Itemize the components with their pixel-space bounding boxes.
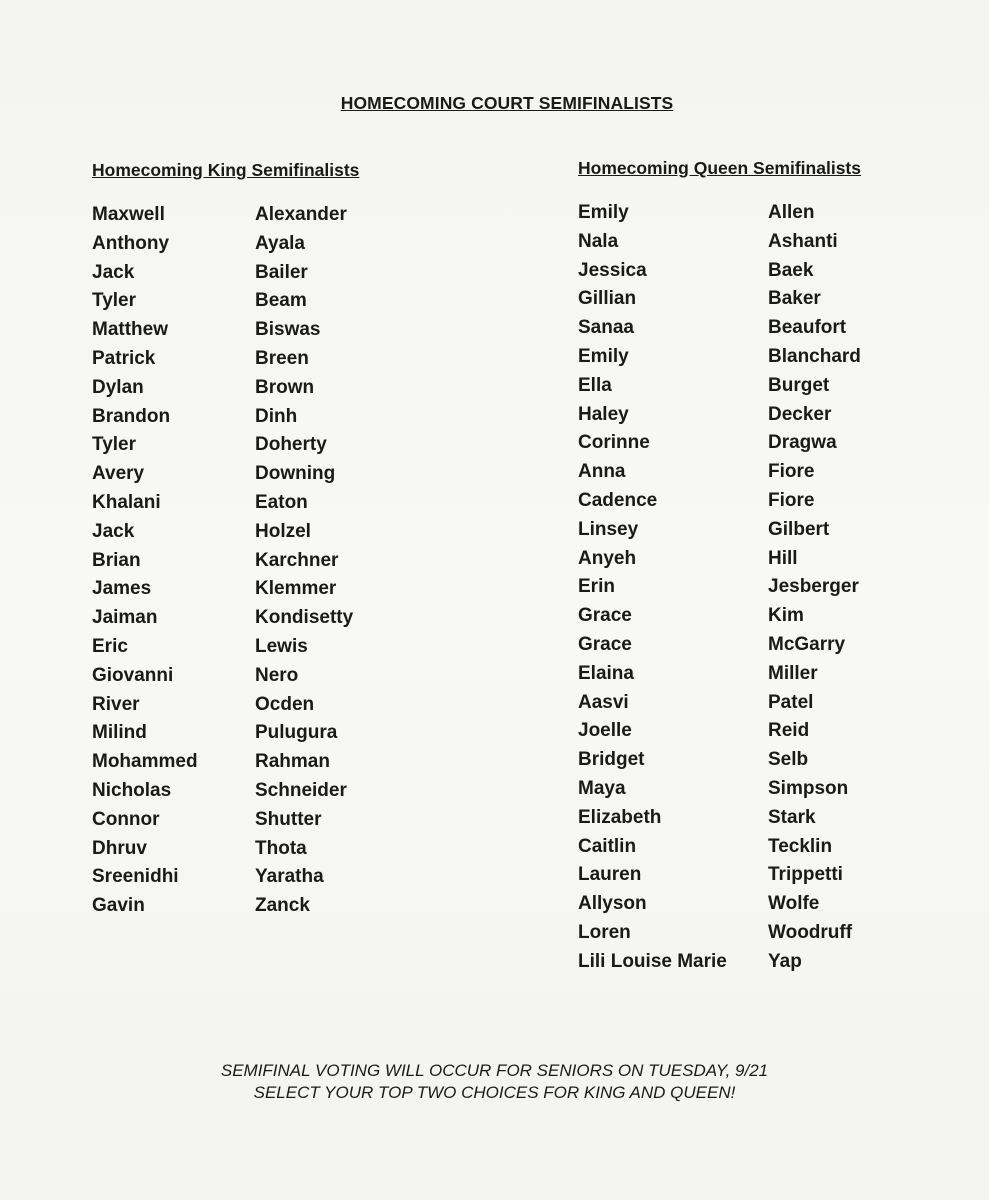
queen-first-name: Haley: [578, 403, 629, 425]
king-last-name: Doherty: [255, 434, 327, 456]
queen-semifinalist-row: [578, 231, 978, 260]
queen-first-name: Emily: [578, 202, 629, 223]
queen-semifinalist-row: [578, 260, 978, 289]
king-last-name: Ocden: [255, 693, 315, 715]
queen-semifinalist-row: [578, 864, 978, 893]
queen-first-name: Gillian: [578, 288, 637, 310]
king-first-name: Gavin: [92, 895, 145, 917]
queen-first-name: Joelle: [578, 720, 632, 742]
queen-semifinalist-row: [578, 951, 978, 980]
king-first-name: Avery: [92, 463, 145, 485]
queen-semifinalist-row: [578, 692, 978, 721]
queen-last-name: Kim: [768, 605, 804, 627]
king-semifinalist-row: [92, 607, 492, 636]
queen-semifinalist-row: [578, 634, 978, 663]
king-last-name: Eaton: [255, 491, 308, 513]
king-section-heading: Homecoming King Semifinalists: [92, 160, 360, 180]
king-last-name: Rahman: [255, 751, 330, 773]
king-semifinalist-row: [92, 521, 492, 550]
king-semifinalist-row: [92, 262, 492, 291]
queen-semifinalist-row: [578, 576, 978, 605]
king-last-name: Thota: [255, 837, 307, 859]
queen-first-name: Allyson: [578, 893, 647, 915]
queen-semifinalist-row: [578, 404, 978, 433]
king-first-name: Jack: [92, 520, 135, 542]
king-first-name: Eric: [92, 635, 128, 657]
queen-first-name: Elaina: [578, 662, 634, 684]
king-semifinalist-row: [92, 319, 492, 348]
king-last-name: Holzel: [255, 520, 311, 542]
queen-last-name: Decker: [768, 403, 832, 425]
queen-semifinalist-row: [578, 663, 978, 692]
queen-first-name: Aasvi: [578, 691, 629, 713]
queen-last-name: Woodruff: [768, 921, 853, 943]
queen-last-name: Stark: [768, 806, 816, 828]
king-semifinalist-row: [92, 233, 492, 262]
queen-first-name: Jessica: [578, 259, 647, 281]
voting-notice: [0, 1060, 989, 1104]
king-last-name: Brown: [255, 376, 315, 398]
queen-first-name: Nala: [578, 230, 619, 252]
queen-last-name: Beaufort: [768, 317, 847, 339]
king-first-name: Nicholas: [92, 779, 172, 801]
king-semifinalist-row: [92, 492, 492, 521]
queen-first-name: Elizabeth: [578, 806, 662, 828]
king-first-name: Maxwell: [92, 204, 165, 225]
queen-first-name: Emily: [578, 345, 629, 367]
king-first-name: Mohammed: [92, 751, 198, 773]
king-first-name: Brandon: [92, 405, 171, 427]
queen-last-name: Yap: [768, 950, 802, 972]
queen-first-name: Erin: [578, 576, 615, 598]
king-last-name: Karchner: [255, 549, 339, 571]
king-semifinalist-row: [92, 463, 492, 492]
king-section: [92, 160, 360, 917]
king-last-name: Kondisetty: [255, 607, 354, 629]
king-semifinalist-row: [92, 838, 492, 867]
king-first-name: Jack: [92, 261, 135, 283]
king-last-name: Beam: [255, 290, 307, 312]
queen-semifinalist-row: [578, 778, 978, 807]
queen-first-name: Maya: [578, 777, 626, 799]
king-first-name: Milind: [92, 722, 147, 744]
queen-last-name: Wolfe: [768, 893, 820, 915]
queen-semifinalist-row: [578, 749, 978, 778]
queen-first-name: Lauren: [578, 864, 642, 886]
queen-section: [578, 158, 861, 972]
king-first-name: River: [92, 693, 140, 715]
queen-first-name: Grace: [578, 605, 632, 627]
queen-last-name: Allen: [768, 202, 815, 223]
queen-last-name: Hill: [768, 547, 798, 569]
king-last-name: Downing: [255, 463, 336, 485]
queen-semifinalist-row: [578, 807, 978, 836]
queen-semifinalist-row: [578, 490, 978, 519]
queen-semifinalist-row: [578, 519, 978, 548]
queen-semifinalist-row: [578, 836, 978, 865]
king-semifinalist-row: [92, 550, 492, 579]
queen-semifinalist-row: [578, 202, 978, 231]
king-semifinalist-row: [92, 751, 492, 780]
queen-last-name: Baek: [768, 259, 814, 281]
queen-first-name: Lili Louise Marie: [578, 950, 727, 972]
king-first-name: Connor: [92, 808, 160, 830]
king-semifinalist-row: [92, 377, 492, 406]
queen-semifinalist-row: [578, 461, 978, 490]
queen-first-name: Linsey: [578, 518, 639, 540]
king-last-name: Klemmer: [255, 578, 337, 600]
king-last-name: Biswas: [255, 319, 321, 341]
king-name-list: [92, 204, 492, 924]
king-first-name: Tyler: [92, 434, 137, 456]
king-first-name: Jaiman: [92, 607, 158, 629]
king-first-name: Anthony: [92, 232, 170, 254]
king-last-name: Alexander: [255, 204, 347, 225]
king-first-name: Dylan: [92, 376, 144, 398]
queen-last-name: Blanchard: [768, 345, 861, 367]
queen-last-name: Burget: [768, 374, 830, 396]
queen-last-name: Gilbert: [768, 518, 830, 540]
king-last-name: Dinh: [255, 405, 298, 427]
king-last-name: Bailer: [255, 261, 308, 283]
queen-first-name: Grace: [578, 633, 632, 655]
queen-last-name: Simpson: [768, 777, 849, 799]
king-last-name: Breen: [255, 347, 309, 369]
king-first-name: Giovanni: [92, 664, 174, 686]
queen-semifinalist-row: [578, 317, 978, 346]
queen-semifinalist-row: [578, 375, 978, 404]
queen-first-name: Bridget: [578, 749, 645, 771]
king-first-name: Tyler: [92, 290, 137, 312]
queen-name-list: [578, 202, 978, 980]
voting-notice-line-2: SELECT YOUR TOP TWO CHOICES FOR KING AND QUEEN!: [253, 1083, 736, 1102]
queen-section-heading: Homecoming Queen Semifinalists: [578, 158, 861, 178]
king-semifinalist-row: [92, 780, 492, 809]
king-semifinalist-row: [92, 665, 492, 694]
king-semifinalist-row: [92, 578, 492, 607]
king-semifinalist-row: [92, 895, 492, 924]
king-first-name: Matthew: [92, 319, 168, 341]
queen-last-name: Patel: [768, 691, 814, 713]
queen-first-name: Caitlin: [578, 835, 637, 857]
queen-semifinalist-row: [578, 893, 978, 922]
king-semifinalist-row: [92, 866, 492, 895]
queen-semifinalist-row: [578, 548, 978, 577]
queen-first-name: Anyeh: [578, 547, 637, 569]
queen-last-name: McGarry: [768, 633, 846, 655]
king-last-name: Nero: [255, 664, 299, 686]
king-semifinalist-row: [92, 809, 492, 838]
king-last-name: Lewis: [255, 635, 308, 657]
queen-first-name: Loren: [578, 921, 631, 943]
king-first-name: James: [92, 578, 152, 600]
queen-last-name: Baker: [768, 288, 821, 310]
queen-last-name: Dragwa: [768, 432, 837, 454]
king-first-name: Patrick: [92, 347, 156, 369]
king-first-name: Brian: [92, 549, 141, 571]
king-semifinalist-row: [92, 636, 492, 665]
queen-semifinalist-row: [578, 605, 978, 634]
queen-last-name: Trippetti: [768, 864, 843, 886]
queen-first-name: Ella: [578, 374, 612, 396]
king-semifinalist-row: [92, 348, 492, 377]
queen-semifinalist-row: [578, 922, 978, 951]
queen-last-name: Miller: [768, 662, 818, 684]
queen-first-name: Anna: [578, 461, 626, 483]
queen-last-name: Tecklin: [768, 835, 833, 857]
queen-first-name: Corinne: [578, 432, 650, 454]
king-semifinalist-row: [92, 434, 492, 463]
king-last-name: Shutter: [255, 808, 322, 830]
king-semifinalist-row: [92, 204, 492, 233]
king-semifinalist-row: [92, 290, 492, 319]
queen-semifinalist-row: [578, 720, 978, 749]
queen-last-name: Reid: [768, 720, 810, 742]
voting-notice-line-1: SEMIFINAL VOTING WILL OCCUR FOR SENIORS ON TUESDAY, 9/21: [220, 1061, 769, 1080]
queen-last-name: Fiore: [768, 489, 815, 511]
queen-last-name: Fiore: [768, 461, 815, 483]
king-last-name: Schneider: [255, 779, 347, 801]
king-semifinalist-row: [92, 722, 492, 751]
king-semifinalist-row: [92, 694, 492, 723]
king-first-name: Sreenidhi: [92, 866, 179, 888]
queen-first-name: Sanaa: [578, 317, 634, 339]
king-last-name: Pulugura: [255, 722, 338, 744]
queen-first-name: Cadence: [578, 489, 658, 511]
king-last-name: Zanck: [255, 895, 310, 917]
queen-semifinalist-row: [578, 432, 978, 461]
king-last-name: Yaratha: [255, 866, 324, 888]
king-last-name: Ayala: [255, 232, 305, 254]
queen-last-name: Jesberger: [768, 576, 859, 598]
king-semifinalist-row: [92, 406, 492, 435]
queen-last-name: Ashanti: [768, 230, 838, 252]
page-title: HOMECOMING COURT SEMIFINALISTS: [340, 93, 674, 113]
king-first-name: Dhruv: [92, 837, 147, 859]
queen-semifinalist-row: [578, 288, 978, 317]
queen-semifinalist-row: [578, 346, 978, 375]
queen-last-name: Selb: [768, 749, 809, 771]
king-first-name: Khalani: [92, 491, 161, 513]
